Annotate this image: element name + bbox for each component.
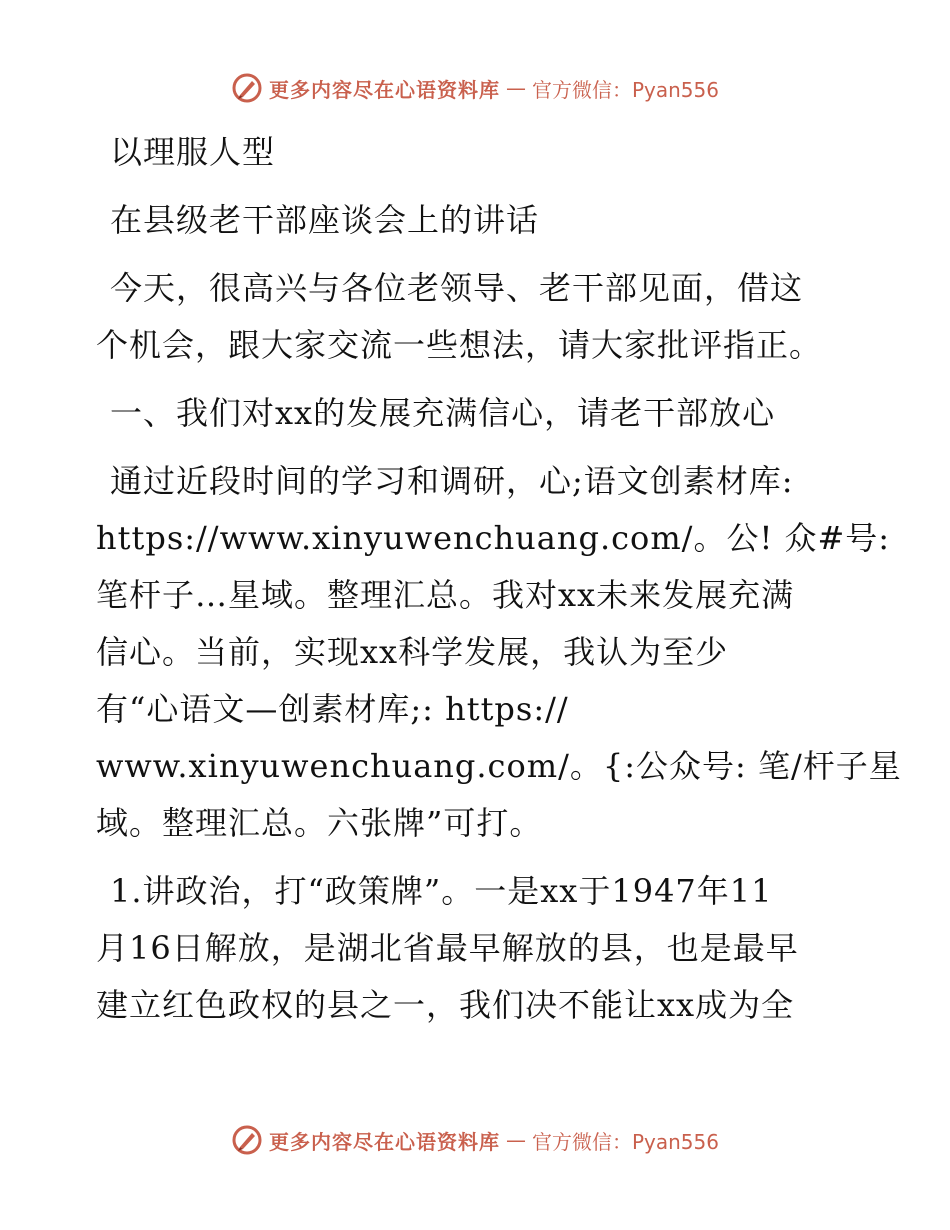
document-title: 在县级老干部座谈会上的讲话 [110, 201, 540, 239]
paragraph-politics [96, 863, 856, 1034]
header-watermark-banner [0, 72, 950, 104]
pen-circle-logo-icon [231, 1124, 263, 1156]
text-line: 信心。当前，实现xx科学发展，我认为至少 [96, 633, 729, 671]
text-line: 1.讲政治，打“政策牌”。一是xx于1947年11 [110, 872, 773, 910]
document-body [96, 124, 902, 1034]
watermark-account: 官方微信：Pyan556 [531, 1129, 719, 1154]
watermark-text: 更多内容尽在心语资料库 [268, 1129, 500, 1154]
text-line: 建立红色政权的县之一，我们决不能让xx成为全 [96, 986, 795, 1024]
watermark-dash: — [505, 76, 526, 100]
text-line: www.xinyuwenchuang.com/。{:公众号: 笔/杆子星 [96, 747, 902, 785]
text-line: 通过近段时间的学习和调研，心;语文创素材库: [110, 462, 794, 500]
paragraph-intro [96, 260, 856, 374]
text-line: 笔杆子…星域。整理汇总。我对xx未来发展充满 [96, 576, 795, 614]
footer-watermark-banner [0, 1124, 950, 1156]
watermark-text: 更多内容尽在心语资料库 [268, 77, 500, 102]
text-line: 今天，很高兴与各位老领导、老干部见面，借这 [110, 269, 804, 307]
text-line: 月16日解放，是湖北省最早解放的县，也是最早 [96, 929, 799, 967]
text-line: 域。整理汇总。六张牌”可打。 [96, 804, 543, 842]
text-line: 有“心语文—创素材库;: https:// [96, 690, 569, 728]
text-line: https://www.xinyuwenchuang.com/。公! 众#号: [96, 519, 891, 557]
pen-circle-logo-icon [231, 72, 263, 104]
paragraph-confidence [96, 453, 902, 852]
text-line: 个机会，跟大家交流一些想法，请大家批评指正。 [96, 326, 823, 364]
section-heading-1: 一、我们对xx的发展充满信心，请老干部放心 [110, 394, 776, 432]
document-category: 以理服人型 [110, 133, 276, 171]
watermark-account: 官方微信：Pyan556 [531, 77, 719, 102]
watermark-dash: — [505, 1128, 526, 1152]
